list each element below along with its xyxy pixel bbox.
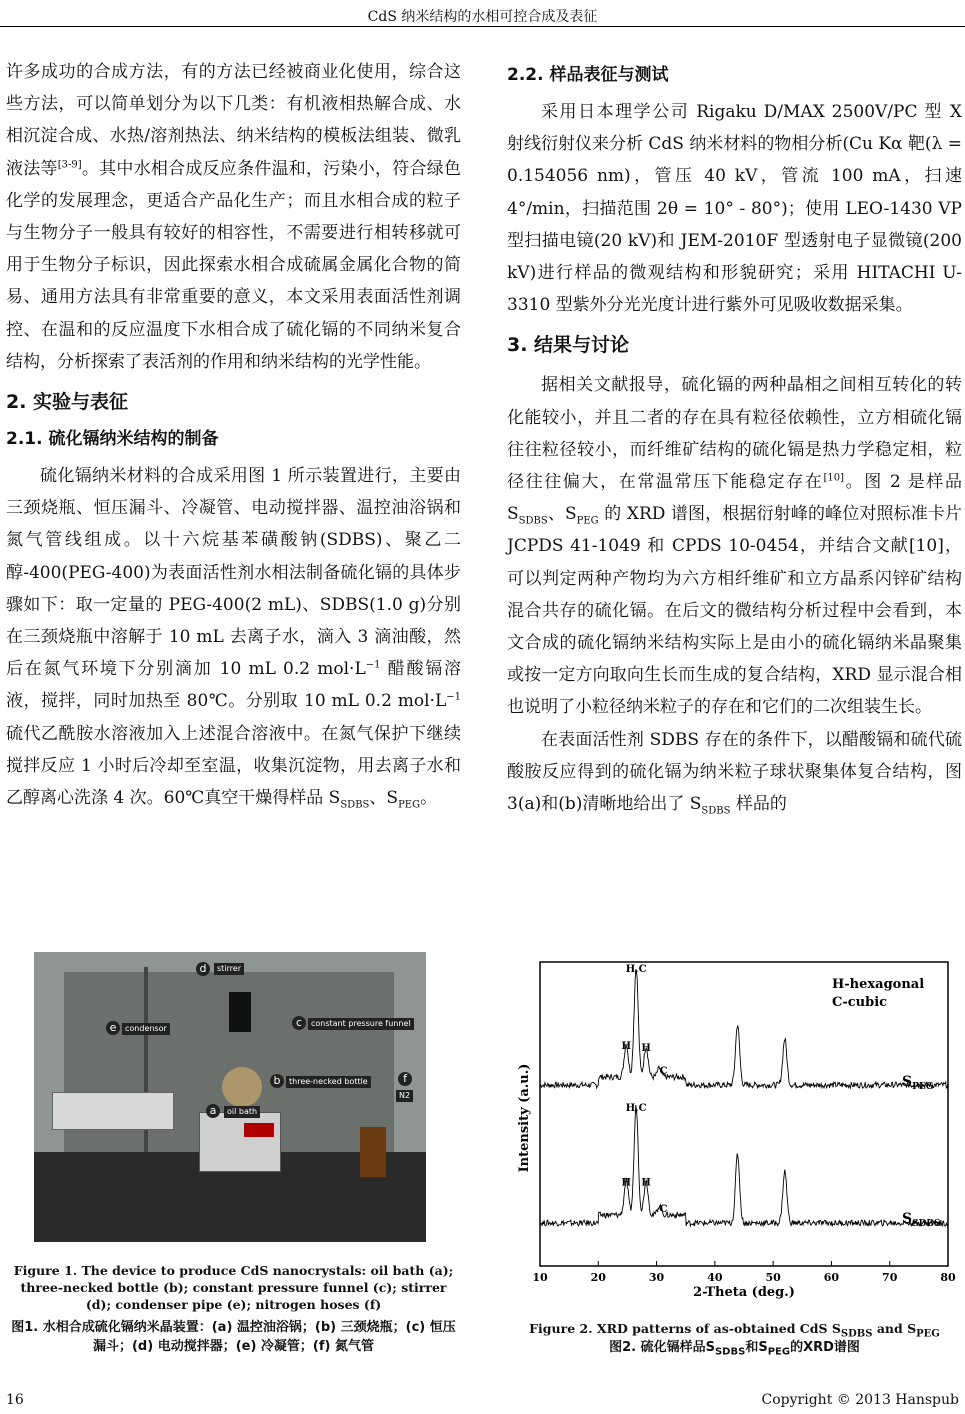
peak-label: H bbox=[641, 1177, 651, 1189]
x-tick-label: 30 bbox=[648, 1271, 665, 1284]
x-tick-label: 80 bbox=[940, 1271, 956, 1284]
label-f-marker: f bbox=[398, 1072, 412, 1086]
legend-line-1: H-hexagonal bbox=[832, 977, 925, 992]
legend-line-2: C-cubic bbox=[832, 995, 888, 1010]
running-header: CdS 纳米结构的水相可控合成及表征 bbox=[367, 9, 598, 25]
section-2-2-paragraph: 采用日本理学公司 Rigaku D/MAX 2500V/PC 型 X 射线衍射仪来分析 CdS 纳米材料的物相分析(Cu Kα 靶(λ = 0.154056 nm)，管压 40 kV，管流 100 mA，扫速 4°/min，扫描范围 2θ = 10° - 80°)；使用 LEO-1430 VP 型扫描电镜(20 kV)和 JEM-2010F 型透射电子显微镜(200 kV)进行样品的微观结构和形貌研究；采用 HITACHI U-3310 型紫外分光光度计进行紫外可见吸收数据采集。 bbox=[507, 102, 962, 316]
label-b-marker: b bbox=[270, 1074, 284, 1088]
peak-label: H,C bbox=[625, 1102, 647, 1114]
series-label-peg: $S_{PEG}$ bbox=[902, 1074, 934, 1092]
x-tick-label: 70 bbox=[882, 1271, 898, 1284]
peak-label: H bbox=[621, 1041, 631, 1052]
label-a-marker: a bbox=[206, 1104, 220, 1118]
stand-rod bbox=[144, 967, 148, 1167]
oil-bath-heater bbox=[199, 1112, 281, 1172]
label-c-marker: c bbox=[292, 1016, 306, 1030]
figure-1-caption-cn: 图1. 水相合成硫化镉纳米晶装置：(a) 温控油浴锅；(b) 三颈烧瓶；(c) 恒压漏斗；(d) 电动搅拌器；(e) 冷凝管；(f) 氮气管 bbox=[11, 1320, 456, 1354]
header-rule bbox=[0, 26, 965, 27]
stirrer-motor bbox=[229, 992, 251, 1032]
figure-2-caption-cn: 图2. 硫化镉样品$S_{SDBS}$和$S_{PEG}$的XRD谱图 bbox=[609, 1340, 860, 1358]
peak-label: C bbox=[659, 1066, 668, 1077]
page-number: 16 bbox=[6, 1392, 24, 1408]
label-e-marker: e bbox=[106, 1021, 120, 1035]
peak-label: H,C bbox=[625, 964, 647, 975]
copyright: Copyright © 2013 Hanspub bbox=[761, 1392, 959, 1408]
figure-1-caption-en: Figure 1. The device to produce CdS nanocrystals: oil bath (a); three-necked bottle (b); constant pressure funnel (c); stirrer (d); condenser pipe (e); nitrogen hoses (f) bbox=[13, 1263, 454, 1312]
section-2-2-title: 2.2. 样品表征与测试 bbox=[507, 65, 669, 85]
peak-label: H bbox=[641, 1043, 651, 1055]
series-label-sdbs: $S_{SDBS}$ bbox=[902, 1211, 941, 1229]
figure-2-caption-en: Figure 2. XRD patterns of as-obtained CdS $S_{SDBS}$ and $S_{PEG}$ bbox=[529, 1321, 940, 1340]
series-line-s-sdbs bbox=[540, 1102, 948, 1226]
controller-box bbox=[52, 1092, 174, 1130]
y-axis-label: Intensity (a.u.) bbox=[517, 1063, 532, 1173]
section-2-title: 2. 实验与表征 bbox=[6, 391, 129, 414]
section-3-paragraph-1: 据相关文献报导，硫化镉的两种晶相之间相互转化的转化能较小，并且二者的存在具有粒径依赖性，立方相硫化镉往往粒径较小，而纤维矿结构的硫化镉是热力学稳定相，粒径往往偏大，在常温常压下能稳定存在[10]。图 2 是样品 $S_{SDBS}$、$S_{PEG}$ 的 XRD 谱图，根据衍射峰的峰位对照标准卡片 JCPDS 41-1049 和 CPDS 10-0454，并结合文献[10]，可以判定两种产物均为六方相纤维矿和立方晶系闪锌矿结构混合共存的硫化镉。在后文的微结构分析过程中会看到，本文合成的硫化镉纳米结构实际上是由小的硫化镉纳米晶聚集或按一定方向取向生长而生成的复合结构，XRD 显示混合相也说明了小粒径纳米粒子的存在和它们的二次组装生长。 bbox=[507, 375, 962, 718]
section-2-1-title: 2.1. 硫化镉纳米结构的制备 bbox=[6, 429, 219, 450]
section-2-1-paragraph: 硫化镉纳米材料的合成采用图 1 所示装置进行，主要由三颈烧瓶、恒压漏斗、冷凝管、电动搅拌器、温控油浴锅和氮气管线组成。以十六烷基苯磺酸钠(SDBS)、聚乙二醇-400(PEG-400)为表面活性剂水相法制备硫化镉的具体步骤如下：取一定量的 PEG-400(2 mL)、SDBS(1.0 g)分别在三颈烧瓶中溶解于 10 mL 去离子水，滴入 3 滴油酸，然后在氮气环境下分别滴加 10 mL 0.2 $mol\cdot L^{-1}$ 醋酸镉溶液，搅拌，同时加热至 80℃。分别取 10 mL 0.2 $mol\cdot L^{-1}$ 硫代乙酰胺水溶液加入上述混合溶液中。在氮气保护下继续搅拌反应 1 小时后冷却至室温，收集沉淀物，用去离子水和乙醇离心洗涤 4 次。60℃真空干燥得样品 $S_{SDBS}$、$S_{PEG}$。 bbox=[6, 466, 461, 811]
label-b-text: three-necked bottle bbox=[286, 1076, 371, 1088]
label-c-text: constant pressure funnel bbox=[308, 1018, 414, 1030]
section-3-title: 3. 结果与讨论 bbox=[507, 334, 630, 357]
peak-label: C bbox=[659, 1204, 668, 1215]
label-d-text: stirrer bbox=[214, 963, 244, 975]
label-f-text: N2 bbox=[396, 1090, 413, 1102]
section-3-paragraph-2: 在表面活性剂 SDBS 存在的条件下，以醋酸镉和硫代硫酸胺反应得到的硫化镉为纳米粒子球状聚集体复合结构，图 3(a)和(b)清晰地给出了 $S_{SDBS}$ 样品的 bbox=[507, 729, 962, 817]
figure-2-xrd-chart bbox=[512, 958, 956, 1300]
right-column bbox=[507, 56, 962, 820]
label-e-text: condensor bbox=[122, 1023, 170, 1035]
x-tick-label: 50 bbox=[765, 1271, 781, 1284]
x-tick-label: 20 bbox=[590, 1271, 606, 1284]
figure-1-photo bbox=[34, 952, 426, 1242]
x-tick-label: 10 bbox=[532, 1271, 548, 1284]
peak-label: H bbox=[621, 1177, 631, 1189]
x-axis-label: 2-Theta (deg.) bbox=[693, 1285, 795, 1300]
label-d-marker: d bbox=[196, 962, 210, 976]
heater-display bbox=[244, 1123, 274, 1137]
reagent-bottle bbox=[360, 1127, 386, 1177]
x-tick-label: 60 bbox=[823, 1271, 840, 1284]
flask bbox=[222, 1067, 262, 1107]
label-a-text: oil bath bbox=[224, 1106, 260, 1118]
x-tick-label: 40 bbox=[707, 1271, 723, 1284]
left-column bbox=[6, 56, 461, 814]
intro-paragraph: 许多成功的合成方法，有的方法已经被商业化使用，综合这些方法，可以简单划分为以下几类：有机液相热解合成、水相沉淀合成、水热/溶剂热法、纳米结构的模板法组装、微乳液法等[3-9]。其中水相合成反应条件温和，污染小，符合绿色化学的发展理念，更适合产品化生产；而且水相合成的粒子与生物分子一般具有较好的相容性，不需要进行相转移就可用于生物分子标识，因此探索水相合成硫属金属化合物的简易、通用方法具有非常重要的意义，本文采用表面活性剂调控、在温和的反应温度下水相合成了硫化镉的不同纳米复合结构，分析探索了表活剂的作用和纳米结构的光学性能。 bbox=[6, 62, 462, 372]
